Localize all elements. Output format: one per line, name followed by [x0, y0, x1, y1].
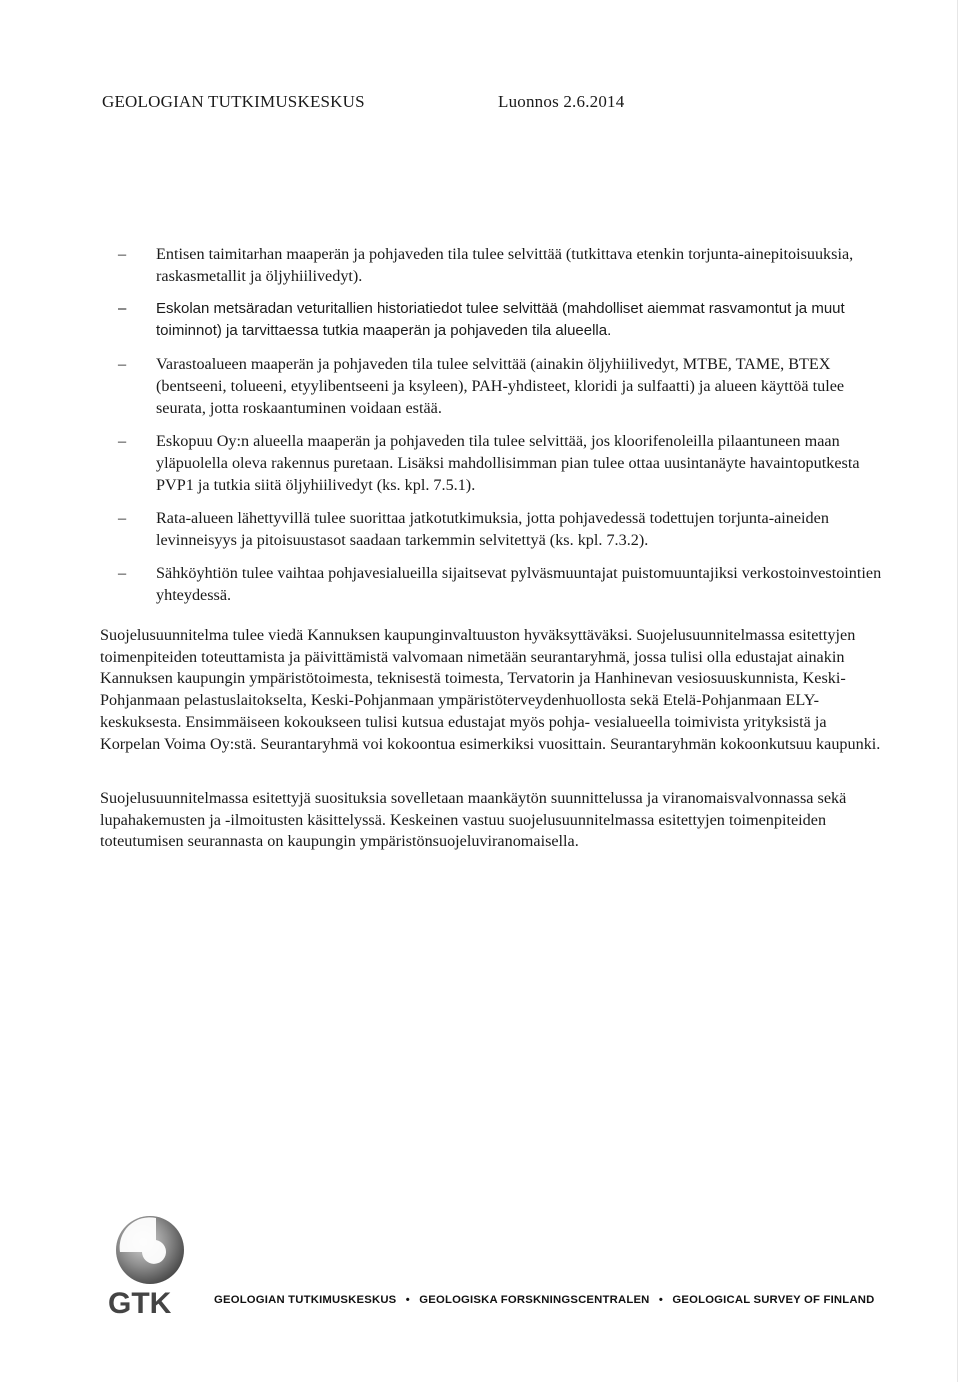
list-item [118, 243, 884, 287]
list-item [118, 353, 884, 419]
list-item-text: Eskopuu Oy:n alueella maaperän ja pohjaveden tila tulee selvittää, jos kloorifenoleilla pilaantuneen maan yläpuolella oleva rakennus puretaan. Lisäksi mahdollisimman pian tulee ottaa uusintanäyte havaintoputkesta PVP1 ja tutkia siitä öljyhiilivedyt (ks. kpl. 7.5.1). [156, 432, 860, 494]
list-item-text: Sähköyhtiön tulee vaihtaa pohjavesialueilla sijaitsevat pylväsmuuntajat puistomuuntajiksi verkostoinvestointien yhteydessä. [156, 564, 882, 604]
logo-wordmark: GTK [108, 1287, 172, 1320]
bullet-dash: – [118, 355, 127, 373]
footer-org-finnish: GEOLOGIAN TUTKIMUSKESKUS [214, 1294, 397, 1306]
footer-separator: • [405, 1294, 410, 1306]
footer-organizations [214, 1294, 874, 1306]
body-paragraph: Suojelusuunnitelma tulee viedä Kannuksen kaupunginvaltuuston hyväksyttäväksi. Suojelusuunnitelmassa esitettyjen toimenpiteiden toteuttamista ja päivittämistä valvomaan nimetään seurantaryhmä, jossa tulisi olla edustajat ainakin Kannuksen kaupungin ympäristötoimesta, teknisestä toimesta, Tervatorin ja Hanhinevan vesiosuuskunnista, Keski-Pohjanmaan pelastuslaitokselta, Keski-Pohjanmaan ympäristöterveydenhuollosta sekä Etelä-Pohjanmaan ELY-keskuksesta. Ensimmäiseen kokoukseen tulisi kutsua edustajat myös pohja- vesialueella toimivista yrityksistä ja Korpelan Voima Oy:stä. Seurantaryhmä voi kokoontua esimerkiksi vuosittain. Seurantaryhmän kokoonkutsuu kaupunki. [100, 626, 881, 753]
list-item [118, 298, 884, 342]
list-item-text: Varastoalueen maaperän ja pohjaveden tila tulee selvittää (ainakin öljyhiilivedyt, MTBE, TAME, BTEX (bentseeni, tolueeni, etyylibentseeni ja ksyleen), PAH-yhdisteet, kloridi ja sulfaatti) ja alueen käyttöä tulee seurata, jotta roskaantuminen voidaan estää. [156, 355, 845, 417]
header-organization: GEOLOGIAN TUTKIMUSKESKUS [102, 92, 365, 111]
list-item-text: Eskolan metsäradan veturitallien historiatiedot tulee selvittää (mahdolliset aiemmat rasvamontut ja muut toiminnot) ja tarvittaessa tutkia maaperän ja pohjaveden tila alueella. [156, 300, 845, 339]
bullet-dash: – [118, 432, 127, 450]
list-item-text: Entisen taimitarhan maaperän ja pohjaveden tila tulee selvittää (tutkittava etenkin torjunta-ainepitoisuuksia, raskasmetallit ja öljyhiilivedyt). [156, 245, 854, 285]
recommendation-list [118, 243, 884, 617]
list-item [118, 562, 884, 606]
bullet-dash: – [118, 245, 127, 263]
footer-org-english: GEOLOGICAL SURVEY OF FINLAND [672, 1294, 875, 1306]
list-item-text: Rata-alueen lähettyvillä tulee suorittaa jatkotutkimuksia, jotta pohjavedessä todettujen torjunta-aineiden levinneisyys ja pitoisuustasot saadaan tarkemmin selvitettyä (ks. kpl. 7.3.2). [156, 509, 829, 549]
bullet-dash: – [118, 300, 127, 317]
footer-org-swedish: GEOLOGISKA FORSKNINGSCENTRALEN [419, 1294, 650, 1306]
footer-separator: • [658, 1294, 664, 1306]
bullet-dash: – [118, 564, 127, 582]
page-edge-divider [957, 0, 958, 1382]
list-item [118, 430, 884, 496]
gtk-logo [104, 1210, 194, 1322]
bullet-dash: – [118, 509, 127, 527]
header-draft-date: Luonnos 2.6.2014 [498, 92, 625, 111]
body-paragraph: Suojelusuunnitelmassa esitettyjä suosituksia sovelletaan maankäytön suunnittelussa ja viranomaisvalvonnassa sekä lupahakemusten ja -ilmoitusten käsittelyssä. Keskeinen vastuu suojelusuunnitelmassa esitettyjen toimenpiteiden toteutumisen seurannasta on kaupungin ympäristönsuojeluviranomaisella. [100, 789, 847, 851]
gtk-logo-icon [104, 1210, 194, 1322]
list-item [118, 507, 884, 551]
